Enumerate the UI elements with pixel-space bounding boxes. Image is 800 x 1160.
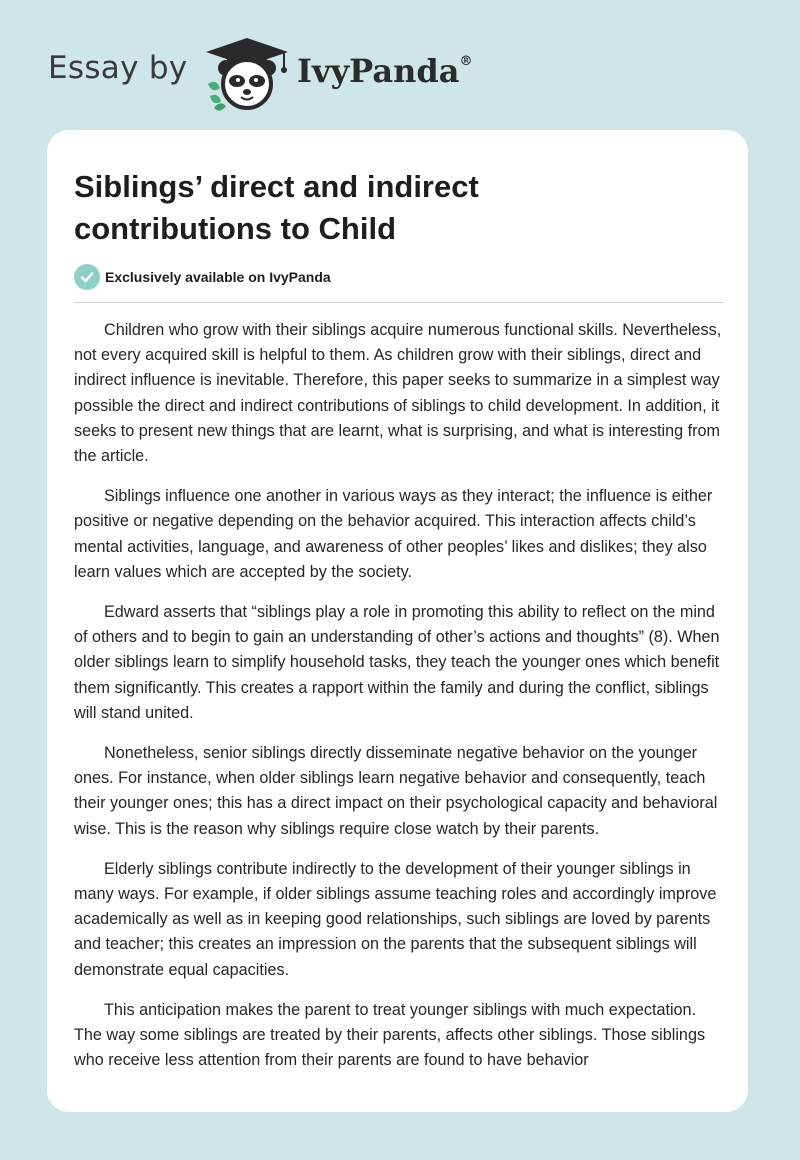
brand-text: IvyPanda — [297, 52, 460, 90]
site-header — [0, 0, 800, 130]
exclusive-label: Exclusively available on IvyPanda — [105, 269, 331, 285]
paragraph: Children who grow with their siblings acquire numerous functional skills. Nevertheless, not every acquired skill is helpful to them. As children grow with their siblings, direct and indirect influence is inevitable. Therefore, this paper seeks to summarize in a simplest way possible the direct and indirect contributions of siblings to child development. In addition, it seeks to present new things that are learnt, what is surprising, and what is interesting from the article. — [74, 321, 722, 466]
paragraph: Siblings influence one another in various ways as they interact; the influence is either positive or negative depending on the behavior acquired. This interaction affects child’s mental activities, language, and awareness of other peoples’ likes and dislikes; they also learn values which are accepted by the society. — [74, 487, 713, 581]
paragraph: Nonetheless, senior siblings directly disseminate negative behavior on the younger ones. For instance, when older siblings learn negative behavior and consequently, teach their younger ones; this has a direct impact on their psychological capacity and behavioral wise. This is the reason why siblings require close watch by their parents. — [74, 744, 718, 838]
registered-mark: ® — [459, 54, 473, 69]
essay-body — [74, 318, 723, 1088]
exclusive-badge — [74, 263, 331, 291]
essay-by-label: Essay by — [48, 50, 188, 86]
brand-name[interactable] — [297, 52, 472, 90]
essay-card — [47, 130, 748, 1112]
paragraph: This anticipation makes the parent to treat younger siblings with much expectation. The way some siblings are treated by their parents, affects other siblings. Those siblings who receive less attention from their parents are found to have behavior — [74, 1000, 706, 1070]
page-title: Siblings’ direct and indirect contributions to Child — [74, 169, 479, 246]
paragraph: Elderly siblings contribute indirectly to the development of their younger siblings in many ways. For example, if older siblings assume teaching roles and accordingly improve academically as well as in keeping good relationships, such siblings are loved by parents and teacher; this creates an impression on the parents that the subsequent siblings will demonstrate equal capacities. — [74, 859, 717, 979]
checkmark-icon — [74, 264, 100, 290]
divider — [74, 302, 723, 303]
ivypanda-logo-icon[interactable] — [200, 34, 295, 112]
paragraph: Edward asserts that “siblings play a role in promoting this ability to reflect on the mind of others and to begin to gain an understanding of other’s actions and thoughts” (8). When older siblings learn to simplify household tasks, they teach the younger ones which benefit them significantly. This creates a rapport within the family and during the conflict, siblings will stand united. — [74, 603, 720, 722]
